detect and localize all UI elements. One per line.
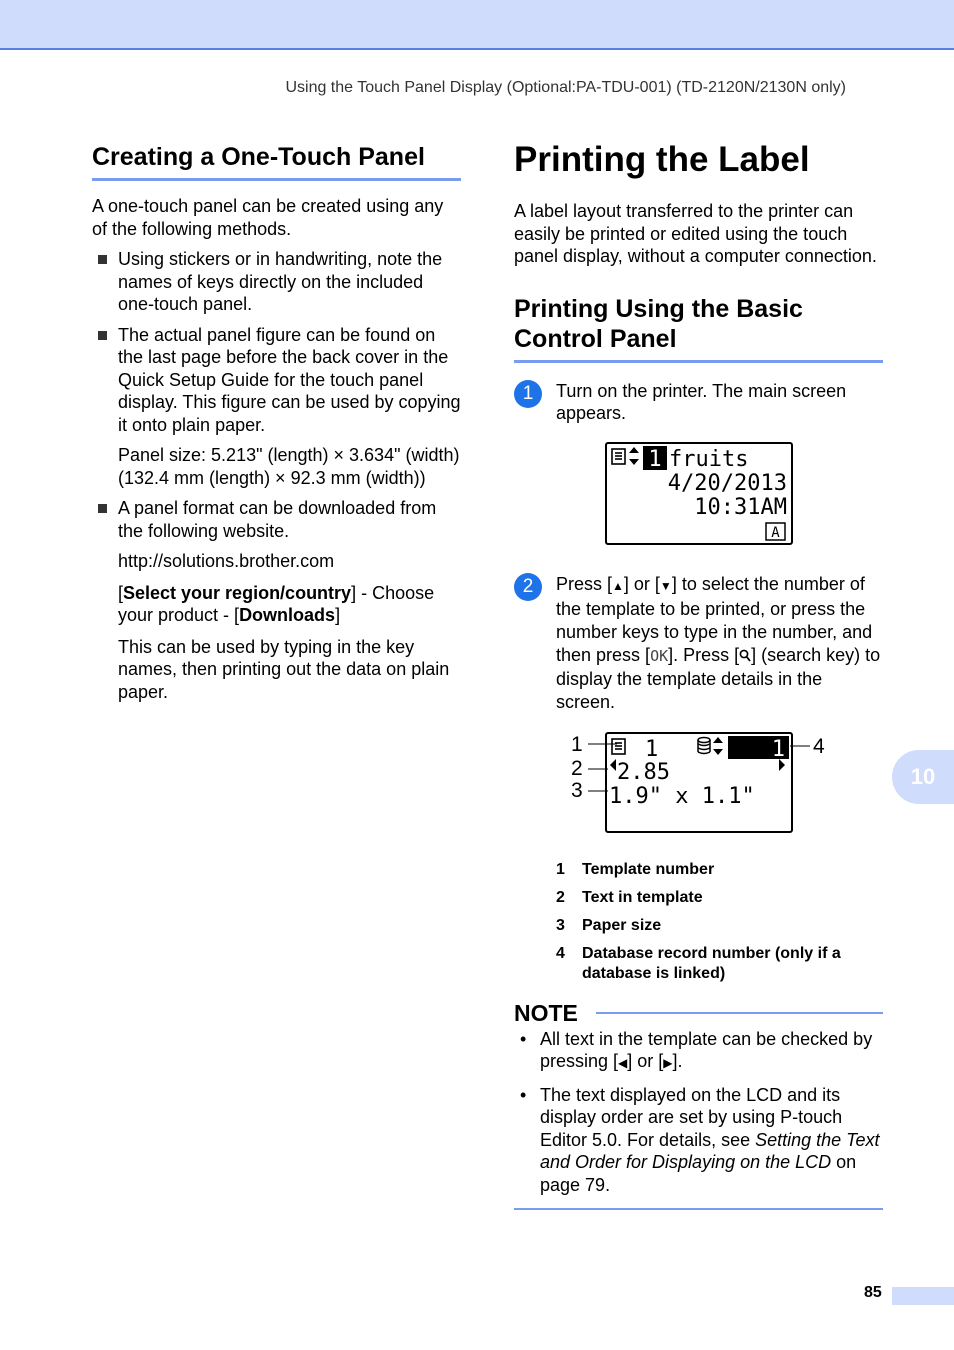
page-number: 85	[864, 1284, 882, 1301]
list-item	[92, 248, 461, 316]
cross-reference-link[interactable]: Setting the Text and Order for Displaying on the LCD	[540, 1129, 880, 1173]
search-key-icon	[739, 646, 751, 660]
note-header	[514, 1000, 883, 1027]
step-2-text: Press [▲] or [▼] to select the number of the template to be printed, or press the number keys to type in the number, and then press [OK]. Press [ ] (search key) to display the template details in the screen.	[556, 573, 881, 712]
lcd-detail-figure	[514, 732, 883, 836]
left-intro: A one-touch panel can be created using any of the following methods.	[92, 196, 444, 239]
up-arrow-icon: ▲	[612, 578, 624, 593]
step-number-badge: 1	[514, 380, 542, 408]
square-bullet-icon	[98, 331, 107, 340]
panel-size: Panel size: 5.213" (length) × 3.634" (width) (132.4 mm (length) × 92.3 mm (width))	[118, 445, 460, 488]
legend-item: 1 Template number	[556, 860, 715, 878]
note-bottom-rule	[514, 1208, 883, 1210]
note-label: NOTE	[514, 999, 578, 1026]
step-1-text: Turn on the printer. The main screen appears.	[556, 380, 847, 424]
lcd-time: 10:31AM	[694, 494, 787, 520]
ok-key-label: OK	[650, 646, 669, 665]
download-url[interactable]: http://solutions.brother.com	[118, 551, 335, 571]
step-1	[514, 380, 883, 425]
list-item	[92, 324, 461, 437]
callout-1: 1	[571, 732, 583, 756]
template-name: fruits	[669, 446, 749, 472]
lcd-badge: A	[771, 524, 780, 541]
right-column	[514, 140, 883, 1210]
usage-text: This can be used by typing in the key names, then printing out the data on plain paper.	[118, 636, 450, 702]
step-number-badge: 2	[514, 573, 542, 601]
left-column	[92, 142, 461, 703]
legend-item: 2 Text in template	[556, 888, 703, 906]
legend-item: 3 Paper size	[556, 916, 662, 934]
callout-legend	[514, 860, 883, 984]
record-number: 1	[771, 736, 785, 762]
template-icon	[612, 449, 625, 464]
bullet-text: Using stickers or in handwriting, note the names of keys directly on the included one-touch panel.	[118, 249, 443, 314]
bullet-text: The actual panel figure can be found on the last page before the back cover in the Quick Setup Guide for the touch panel display. This figure can be used by copying it onto plain paper.	[118, 324, 461, 435]
method-list	[92, 248, 461, 436]
note-rule	[596, 1012, 883, 1014]
section-heading-basic-control: Printing Using the Basic Control Panel	[514, 294, 883, 363]
callout-3: 3	[571, 778, 583, 802]
step-2	[514, 573, 883, 714]
note-item: • The text displayed on the LCD and its display order are set by using P-touch Editor 5.0. For details, see Setting the Text and Order for Displaying on the LCD on page 79.	[520, 1084, 880, 1195]
right-intro: A label layout transferred to the printer can easily be printed or edited using the touch panel display, without a computer connection.	[514, 201, 877, 267]
right-arrow-icon: ▶	[663, 1056, 673, 1071]
callout-4: 4	[813, 734, 825, 758]
running-header: Using the Touch Panel Display (Optional:PA-TDU-001) (TD-2120N/2130N only)	[285, 79, 846, 96]
page-title: Printing the Label	[514, 140, 810, 179]
legend-item: 4 Database record number (only if a database is linked)	[556, 944, 841, 982]
callout-2: 2	[571, 756, 583, 780]
lcd-main-screen	[605, 442, 793, 545]
up-down-arrows-icon	[629, 447, 639, 465]
list-item	[92, 497, 461, 542]
template-number: 1	[648, 446, 662, 472]
template-text: 2.85	[617, 759, 670, 785]
header-band	[0, 0, 954, 50]
section-heading-one-touch-panel: Creating a One-Touch Panel	[92, 142, 461, 181]
template-number: 1	[645, 736, 659, 762]
method-list-2	[92, 497, 461, 542]
lcd-main-screen-graphic	[607, 444, 791, 543]
left-arrow-icon: ◀	[618, 1056, 628, 1071]
lcd-date: 4/20/2013	[667, 470, 787, 496]
note-box	[514, 1000, 883, 1211]
page-number-bar	[892, 1287, 954, 1305]
down-arrow-icon: ▼	[659, 578, 672, 593]
callout-lines	[514, 732, 883, 836]
square-bullet-icon	[98, 504, 107, 513]
chapter-tab: 10	[892, 750, 954, 804]
bullet-text: A panel format can be downloaded from the following website.	[118, 498, 437, 541]
square-bullet-icon	[98, 255, 107, 264]
paper-size: 1.9" x 1.1"	[609, 783, 755, 809]
note-item: • All text in the template can be checked by pressing [◀] or [▶].	[520, 1028, 873, 1072]
note-list	[514, 1028, 883, 1197]
download-path: [Select your region/country] - Choose your product - [Downloads]	[118, 582, 435, 625]
